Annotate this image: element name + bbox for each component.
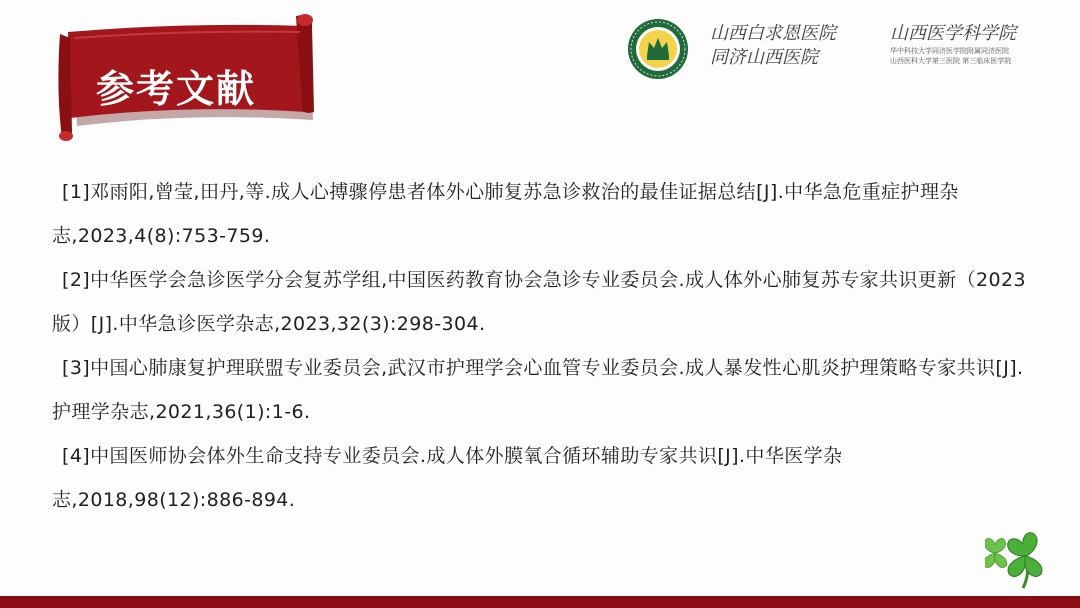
hospital-name-logo-1 (710, 22, 880, 70)
bottom-bar (0, 596, 1080, 608)
logo1-line2: 同济山西医院 (710, 47, 818, 68)
logo1-line1: 山西白求恩医院 (710, 23, 836, 44)
reference-item-2: [2]中华医学会急诊医学分会复苏学组,中国医药教育协会急诊专业委员会.成人体外心肺复苏专家共识更新（2023版）[J].中华急诊医学杂志,2023,32(3):298-304. (52, 269, 1026, 335)
logo2-small1: 华中科技大学同济医学院附属同济医院 (890, 47, 1009, 55)
reference-item-3: [3]中国心肺康复护理联盟专业委员会,武汉市护理学会心血管专业委员会.成人暴发性心肌炎护理策略专家共识[J].护理学杂志,2021,36(1):1-6. (52, 357, 1024, 423)
title-banner (56, 12, 318, 142)
clover-icon (985, 520, 1065, 590)
page-title: 参考文献 (96, 67, 257, 111)
hospital-emblem-icon (627, 18, 689, 80)
reference-item-4: [4]中国医师协会体外生命支持专业委员会.成人体外膜氧合循环辅助专家共识[J].中华医学杂志,2018,98(12):886-894. (52, 445, 843, 511)
reference-item-1: [1]邓雨阳,曾莹,田丹,等.成人心搏骤停患者体外心肺复苏急诊救治的最佳证据总结[J].中华急危重症护理杂志,2023,4(8):753-759. (52, 181, 959, 247)
logo2-small2: 山西医科大学第三医院 第三临床医学院 (890, 57, 1012, 65)
logo2-line1: 山西医学科学院 (890, 23, 1016, 44)
hospital-name-logo-2 (890, 22, 1065, 66)
reference-list (52, 170, 1032, 522)
